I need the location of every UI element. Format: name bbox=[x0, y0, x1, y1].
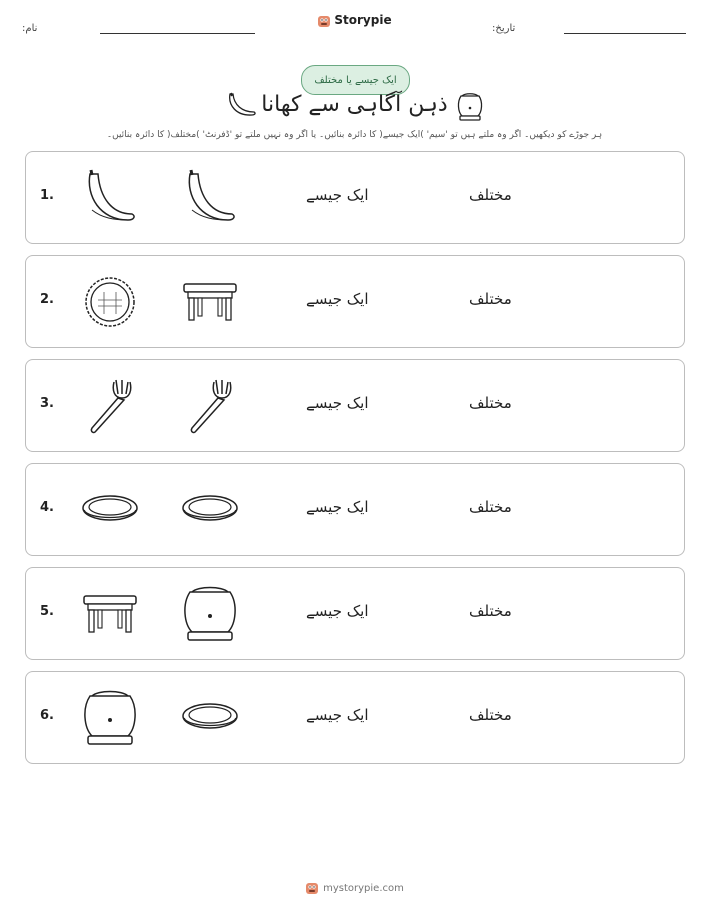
banana-icon bbox=[178, 166, 242, 230]
name-line[interactable] bbox=[100, 33, 255, 34]
date-label: :تاریخ bbox=[492, 23, 516, 34]
plate-icon bbox=[178, 478, 242, 542]
footer bbox=[0, 881, 709, 895]
question-card bbox=[25, 671, 685, 764]
same-option[interactable]: ایک جیسے bbox=[306, 498, 369, 516]
question-card bbox=[25, 567, 685, 660]
question-number: 3. bbox=[40, 396, 54, 411]
brand bbox=[0, 13, 709, 28]
different-option[interactable]: مختلف bbox=[469, 706, 512, 724]
banana-icon bbox=[78, 166, 142, 230]
page-title: ذہن آگاہی سے کھانا bbox=[261, 92, 448, 117]
same-option[interactable]: ایک جیسے bbox=[306, 186, 369, 204]
fork-icon bbox=[178, 374, 242, 438]
question-card bbox=[25, 463, 685, 556]
question-number: 1. bbox=[40, 188, 54, 203]
question-card bbox=[25, 359, 685, 452]
footer-site[interactable]: mystorypie.com bbox=[323, 883, 404, 894]
instruction-text: ہر جوڑے کو دیکھیں۔ اگر وہ ملتے ہیں تو 'سیم' )ایک جیسے( کا دائرہ بنائیں۔ یا اگر وہ نہیں ملتے تو 'ڈفرنٹ' )مختلف( کا دائرہ بنائیں۔ bbox=[106, 130, 603, 140]
different-option[interactable]: مختلف bbox=[469, 394, 512, 412]
topic-badge: ایک جیسے یا مختلف bbox=[301, 65, 410, 95]
storypie-logo-icon bbox=[317, 14, 331, 28]
scale-icon bbox=[178, 582, 242, 646]
plate-icon bbox=[178, 686, 242, 750]
question-number: 6. bbox=[40, 708, 54, 723]
same-option[interactable]: ایک جیسے bbox=[306, 602, 369, 620]
table-icon bbox=[178, 270, 242, 334]
question-card bbox=[25, 255, 685, 348]
different-option[interactable]: مختلف bbox=[469, 602, 512, 620]
date-line[interactable] bbox=[564, 33, 686, 34]
question-number: 2. bbox=[40, 292, 54, 307]
same-option[interactable]: ایک جیسے bbox=[306, 394, 369, 412]
scale-icon bbox=[78, 686, 142, 750]
different-option[interactable]: مختلف bbox=[469, 498, 512, 516]
fork-icon bbox=[78, 374, 142, 438]
question-card bbox=[25, 151, 685, 244]
question-number: 4. bbox=[40, 500, 54, 515]
scale-icon bbox=[455, 90, 485, 122]
same-option[interactable]: ایک جیسے bbox=[306, 290, 369, 308]
different-option[interactable]: مختلف bbox=[469, 290, 512, 308]
same-option[interactable]: ایک جیسے bbox=[306, 706, 369, 724]
different-option[interactable]: مختلف bbox=[469, 186, 512, 204]
plate-icon bbox=[78, 478, 142, 542]
name-label: :نام bbox=[22, 23, 38, 34]
storypie-logo-icon bbox=[305, 881, 319, 895]
pie-icon bbox=[78, 270, 142, 334]
brand-name: Storypie bbox=[334, 13, 392, 27]
question-number: 5. bbox=[40, 604, 54, 619]
table-icon bbox=[78, 582, 142, 646]
